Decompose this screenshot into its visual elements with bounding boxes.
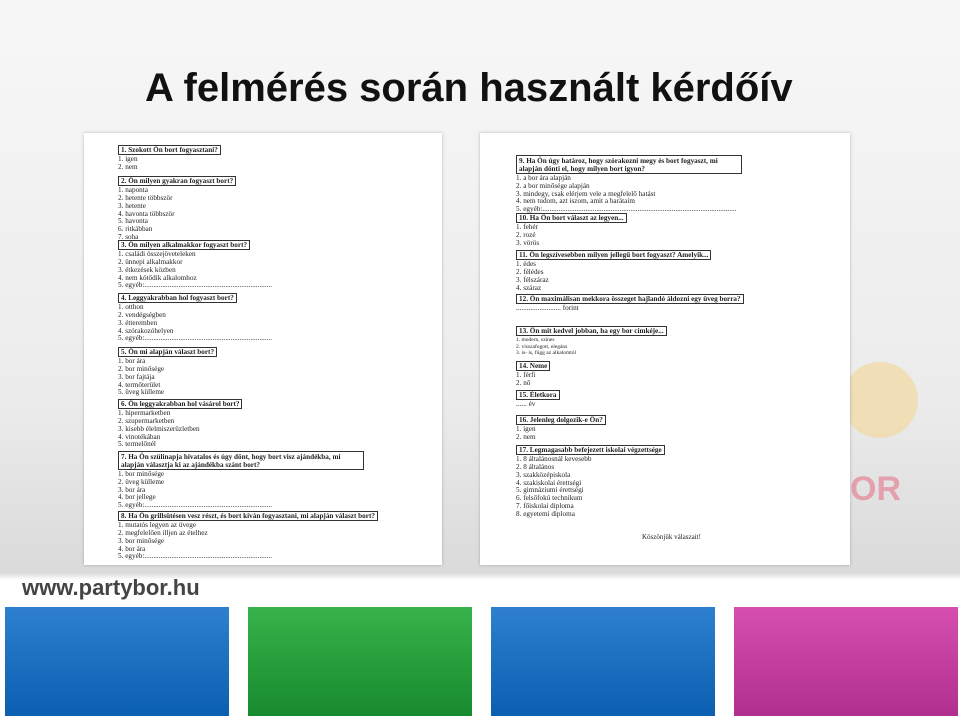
question-heading: 15. Életkora bbox=[516, 390, 560, 400]
question-heading: 1. Szokott Ön bort fogyasztani? bbox=[118, 145, 221, 155]
answer-option: 3. félszáraz bbox=[516, 275, 549, 284]
answer-option: 2. visszafogott, elegáns bbox=[516, 343, 568, 350]
question-page2-6 bbox=[516, 361, 550, 388]
answer-option: 4. száraz bbox=[516, 283, 542, 292]
thanks-text: Köszönjük válaszait! bbox=[642, 533, 701, 541]
question-heading: 14. Neme bbox=[516, 361, 550, 371]
answer-option: 4. vinotékában bbox=[118, 432, 161, 441]
footer-url: www.partybor.hu bbox=[22, 575, 200, 600]
answer-option: 4. havonta többször bbox=[118, 209, 175, 218]
question-heading: 6. Ön leggyakrabban hol vásárol bort? bbox=[118, 399, 242, 409]
questionnaire-page-1 bbox=[84, 133, 442, 565]
question-page1-5 bbox=[118, 347, 217, 397]
question-page1-1 bbox=[118, 145, 221, 172]
answer-option: 5. egyéb:............................................................................................................ bbox=[516, 205, 737, 214]
answer-option: 5. havonta bbox=[118, 217, 148, 226]
question-heading: 13. Ön mit kedvel jobban, ha egy bor címkéje... bbox=[516, 326, 667, 336]
answer-option: 4. szakiskolai érettségi bbox=[516, 478, 582, 487]
answer-option: 4. szórakozóhelyen bbox=[118, 326, 174, 335]
question-heading: 2. Ön milyen gyakran fogyaszt bort? bbox=[118, 176, 236, 186]
question-page2-3 bbox=[516, 250, 711, 292]
question-page2-4 bbox=[516, 294, 744, 313]
question-page2-2 bbox=[516, 213, 627, 248]
answer-option: 4. bor ára bbox=[118, 544, 146, 553]
footer-bar-magenta bbox=[734, 607, 958, 716]
question-heading: 9. Ha Ön úgy határoz, hogy szórakozni megy és bort fogyaszt, mi alapján dönti el, hogy milyen bort igyon? bbox=[516, 155, 742, 174]
answer-option: 3. mindegy, csak elérjem vele a megfelelő hatást bbox=[516, 189, 656, 198]
answer-option: 3. étteremben bbox=[118, 318, 158, 327]
question-page2-1 bbox=[516, 155, 742, 214]
answer-option: 2. üveg külleme bbox=[118, 477, 165, 486]
answer-option: 1. a bor ára alapján bbox=[516, 174, 571, 182]
question-heading: 8. Ha Ön grillsütésen vesz részt, és bort kíván fogyasztani, mi alapján választ bort? bbox=[118, 511, 378, 521]
answer-option: 4. nem kötődik alkalomhoz bbox=[118, 273, 197, 282]
answer-option: 5. egyéb:....................................................................... bbox=[118, 334, 272, 343]
question-page1-8 bbox=[118, 511, 378, 561]
question-heading: 3. Ön milyen alkalmakkor fogyaszt bort? bbox=[118, 240, 250, 250]
answer-option: 1. naponta bbox=[118, 186, 148, 195]
answer-option: 2. rozé bbox=[516, 231, 536, 239]
answer-option: 2. ünnepi alkalmakkor bbox=[118, 258, 183, 266]
answer-option: 2. hetente többször bbox=[118, 194, 173, 202]
answer-option: 2. szupermarketben bbox=[118, 417, 175, 425]
answer-option: 5. egyéb:....................................................................... bbox=[118, 501, 272, 510]
answer-option: 5. üveg külleme bbox=[118, 388, 165, 397]
answer-option: 2. bor minősége bbox=[118, 365, 165, 373]
question-page1-7 bbox=[118, 451, 364, 510]
answer-option: 2. a bor minősége alapján bbox=[516, 181, 590, 190]
answer-option: 3. kisebb élelmiszerüzletben bbox=[118, 424, 200, 433]
question-heading: 16. Jelenleg dolgozik-e Ön? bbox=[516, 415, 606, 425]
answer-option: 6. ritkábban bbox=[118, 225, 153, 234]
answer-option: 4. termőterület bbox=[118, 380, 161, 389]
answer-option: 2. nem bbox=[118, 163, 138, 171]
answer-option: 1. modern, színes bbox=[516, 337, 555, 344]
answer-option: 2. nő bbox=[516, 379, 531, 387]
footer-bar-blue-right bbox=[491, 607, 715, 716]
answer-option: 1. otthon bbox=[118, 303, 144, 312]
question-page1-4 bbox=[118, 293, 272, 343]
answer-option: ...... év bbox=[516, 400, 536, 409]
question-page1-6 bbox=[118, 399, 242, 449]
answer-option: 2. nem bbox=[516, 433, 536, 441]
question-heading: 7. Ha Ön szülinapja hivatalos és úgy dönt, hogy bort visz ajándékba, mi alapján választja ki az ajándékba szánt bort? bbox=[118, 451, 364, 470]
answer-option: 1. fehér bbox=[516, 223, 538, 232]
answer-option: 1. igen bbox=[118, 155, 138, 164]
answer-option: 3. vörös bbox=[516, 238, 540, 247]
answer-option: 1. bor minősége bbox=[118, 470, 165, 478]
answer-option: 3. is- is, függ az alkalomtól bbox=[516, 349, 577, 356]
answer-option: 5. gimnáziumi érettségi bbox=[516, 486, 584, 495]
question-heading: 11. Ön legszívesebben milyen jellegű bort fogyaszt? Amelyik... bbox=[516, 250, 711, 260]
answer-option: 5. egyéb:....................................................................... bbox=[118, 552, 272, 561]
svg-text:OR: OR bbox=[850, 470, 901, 508]
answer-option: 1. igen bbox=[516, 425, 536, 434]
answer-option: 3. bor fajtája bbox=[118, 372, 155, 381]
question-page1-2 bbox=[118, 176, 236, 242]
answer-option: 5. egyéb:....................................................................... bbox=[118, 281, 272, 290]
page-title: A felmérés során használt kérdőív bbox=[145, 66, 793, 110]
answer-option: 8. egyetemi diploma bbox=[516, 509, 575, 518]
question-heading: 5. Ön mi alapján választ bort? bbox=[118, 347, 217, 357]
answer-option: 3. étkezések közben bbox=[118, 265, 176, 274]
question-page1-3 bbox=[118, 240, 272, 290]
answer-option: 3. szakközépiskola bbox=[516, 470, 571, 479]
answer-option: 1. családi összejöveteleken bbox=[118, 250, 196, 259]
answer-option: 7. soha bbox=[118, 232, 139, 241]
answer-option: 1. hipermarketben bbox=[118, 409, 171, 418]
question-page2-9 bbox=[516, 445, 665, 519]
answer-option: 2. félédes bbox=[516, 268, 544, 276]
answer-option: 7. főiskolai diploma bbox=[516, 501, 574, 510]
questionnaire-page-2 bbox=[480, 133, 850, 565]
question-heading: 10. Ha Ön bort választ az legyen... bbox=[516, 213, 627, 223]
answer-option: 2. megfelelően illjen az ételhez bbox=[118, 529, 208, 537]
question-heading: 12. Ön maximálisan mekkora összeget hajlandó áldozni egy üveg borra? bbox=[516, 294, 744, 304]
answer-option: 1. 8 általánosnál kevesebb bbox=[516, 455, 592, 464]
footer-bar-blue-left bbox=[5, 607, 229, 716]
answer-option: ......................... forint bbox=[516, 304, 579, 313]
answer-option: 1. mutatós legyen az üvege bbox=[118, 521, 197, 530]
answer-option: 1. édes bbox=[516, 260, 536, 269]
answer-option: 4. nem tudom, azt iszom, amit a barátaim bbox=[516, 197, 635, 206]
answer-option: 3. bor minősége bbox=[118, 536, 165, 545]
question-page2-8 bbox=[516, 415, 606, 442]
answer-option: 3. hetente bbox=[118, 201, 146, 210]
question-page2-5 bbox=[516, 326, 667, 356]
answer-option: 5. termelőnél bbox=[118, 440, 156, 449]
footer-bar-green bbox=[248, 607, 472, 716]
answer-option: 6. felsőfokú technikum bbox=[516, 494, 583, 503]
question-heading: 4. Leggyakrabban hol fogyaszt bort? bbox=[118, 293, 237, 303]
answer-option: 4. bor jellege bbox=[118, 493, 156, 502]
answer-option: 3. bor ára bbox=[118, 485, 146, 494]
answer-option: 1. férfi bbox=[516, 371, 536, 380]
question-page2-7 bbox=[516, 390, 560, 409]
answer-option: 2. vendégségben bbox=[118, 311, 166, 319]
question-heading: 17. Legmagasabb befejezett iskolai végzettsége bbox=[516, 445, 665, 455]
answer-option: 2. 8 általános bbox=[516, 463, 555, 471]
answer-option: 1. bor ára bbox=[118, 357, 146, 366]
